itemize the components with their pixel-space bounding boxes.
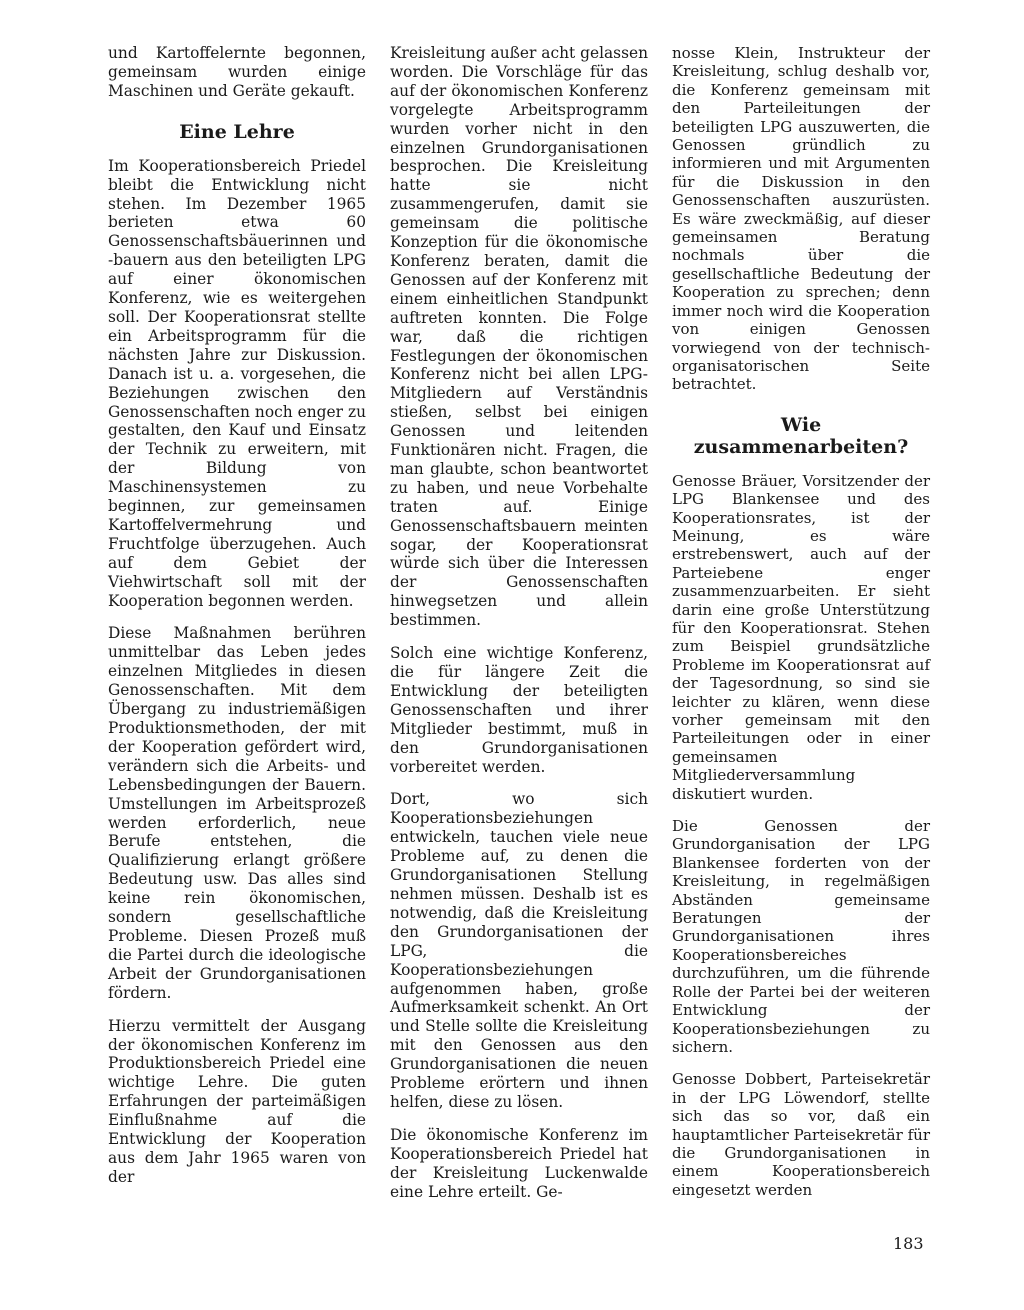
- paragraph: Genosse Dobbert, Parteisekretär in der LPG Löwendorf, stellte sich das so vor, daß ein hauptamtlicher Parteisekretär für die Grundorganisationen in einem Kooperationsbereich eingesetzt werden: [672, 1070, 930, 1199]
- paragraph: Die Genossen der Grundorganisation der LPG Blankensee forderten von der Kreisleitung, in regelmäßigen Abständen gemeinsame Beratungen der Grundorganisationen ihres Kooperationsbereiches durchzuführen, um die führende Rolle der Partei bei der weiteren Entwicklung der Kooperationsbeziehungen zu sichern.: [672, 817, 930, 1056]
- paragraph: Solch eine wichtige Konferenz, die für längere Zeit die Entwicklung der beteiligten Genossenschaften und ihrer Mitglieder bestimmt, muß in den Grundorganisationen vorbereitet werden.: [390, 644, 648, 776]
- paragraph: Hierzu vermittelt der Ausgang der ökonomischen Konferenz im Produktionsbereich Priedel eine wichtige Lehre. Die guten Erfahrungen der parteimäßigen Einflußnahme auf die Entwicklung der Kooperation aus dem Jahr 1965 waren von der: [108, 1016, 366, 1186]
- page-number: 183: [893, 1234, 924, 1253]
- paragraph: Kreisleitung außer acht gelassen worden. Die Vorschläge für das auf der ökonomischen Konferenz vorgelegte Arbeitsprogramm wurden vorher nicht in den einzelnen Grundorganisationen besprochen. Die Kreisleitung hatte sie nicht zusammengerufen, damit sie gemeinsam die politische Konzeption für die ökonomische Konferenz beraten, damit die Genossen auf der Konferenz mit einem einheitlichen Standpunkt auftreten konnten. Die Folge war, daß die richtigen Festlegungen der ökonomischen Konferenz nicht bei allen LPG-Mitgliedern auf Verständnis stießen, selbst bei einigen Genossen und leitenden Funktionären nicht. Fragen, die man glaubte, schon beantwortet zu haben, und neue Vorbehalte traten auf. Einige Genossenschaftsbauern meinten sogar, der Kooperationsrat würde sich über die Interessen der Genossenschaften hinwegsetzen und allein bestimmen.: [390, 44, 648, 630]
- paragraph: Dort, wo sich Kooperationsbeziehungen entwickeln, tauchen viele neue Probleme auf, zu denen die Grundorganisationen Stellung nehmen müssen. Deshalb ist es notwendig, daß die Kreisleitung den Grundorganisationen der LPG, die Kooperationsbeziehungen aufgenommen haben, große Aufmerksamkeit schenkt. An Ort und Stelle sollte die Kreisleitung mit den Genossen aus den Grundorganisationen die neuen Probleme erörtern und ihnen helfen, diese zu lösen.: [390, 790, 648, 1111]
- paragraph: Diese Maßnahmen berühren unmittelbar das Leben jedes einzelnen Mitgliedes in diesen Genossenschaften. Mit dem Übergang zu industriemäßigen Produktionsmethoden, der mit der Kooperation gefördert wird, verändern sich die Arbeits- und Lebensbedingungen der Bauern. Umstellungen im Arbeitsprozeß werden erforderlich, neue Berufe entstehen, die Qualifizierung erlangt größere Bedeutung usw. Das alles sind keine rein ökonomischen, sondern gesellschaftliche Probleme. Diesen Prozeß muß die Partei durch die ideologische Arbeit der Grundorganisationen fördern.: [108, 624, 366, 1002]
- paragraph: Die ökonomische Konferenz im Kooperationsbereich Priedel hat der Kreisleitung Luckenwalde eine Lehre erteilt. Ge-: [390, 1125, 648, 1201]
- text-column-3: [672, 44, 930, 1213]
- section-heading: Eine Lehre: [179, 120, 295, 143]
- paragraph: Im Kooperationsbereich Priedel bleibt die Entwicklung nicht stehen. Im Dezember 1965 berieten etwa 60 Genossenschaftsbäuerinnen und -bauern aus den beteiligten LPG auf einer ökonomischen Konferenz, wie es weitergehen soll. Der Kooperationsrat stellte ein Arbeitsprogramm für die nächsten Jahre zur Diskussion. Danach ist u. a. vorgesehen, die Beziehungen zwischen den Genossenschaften noch enger zu gestalten, den Kauf und Einsatz der Technik zu erweitern, mit der Bildung von Maschinensystemen zu beginnen, zur gemeinsamen Kartoffelvermehrung und Fruchtfolge überzugehen. Auch auf dem Gebiet der Viehwirtschaft soll mit der Kooperation begonnen werden.: [108, 156, 366, 610]
- paragraph: Genosse Bräuer, Vorsitzender der LPG Blankensee und des Kooperationsrates, ist der Meinung, es wäre erstrebenswert, auch auf der Parteiebene enger zusammenzuarbeiten. Er sieht darin eine große Unterstützung für den Kooperationsrat. Stehen zum Beispiel grundsätzliche Probleme im Kooperationsrat auf der Tagesordnung, so sind sie leichter zu klären, wenn diese vorher gemeinsam mit den Parteileitungen oder in einer gemeinsamen Mitgliederversammlung diskutiert wurden.: [672, 471, 930, 803]
- text-column-2: [390, 44, 648, 1215]
- text-column-1: [108, 44, 366, 1201]
- paragraph: nosse Klein, Instrukteur der Kreisleitung, schlug deshalb vor, die Konferenz gemeinsam mit den Parteileitungen der beteiligten LPG auszuwerten, die Genossen gründlich zu informieren und mit Argumenten für die Diskussion in den Genossenschaften auszurüsten. Es wäre zweckmäßig, auf dieser gemeinsamen Beratung nochmals über die gesellschaftliche Bedeutung der Kooperation zu sprechen; denn immer noch wird die Kooperation von einigen Genossen vorwiegend von der technisch-organisatorischen Seite betrachtet.: [672, 44, 930, 394]
- paragraph: und Kartoffelernte begonnen, gemeinsam wurden einige Maschinen und Geräte gekauft.: [108, 44, 366, 100]
- section-heading: Wie zusammenarbeiten?: [693, 413, 909, 458]
